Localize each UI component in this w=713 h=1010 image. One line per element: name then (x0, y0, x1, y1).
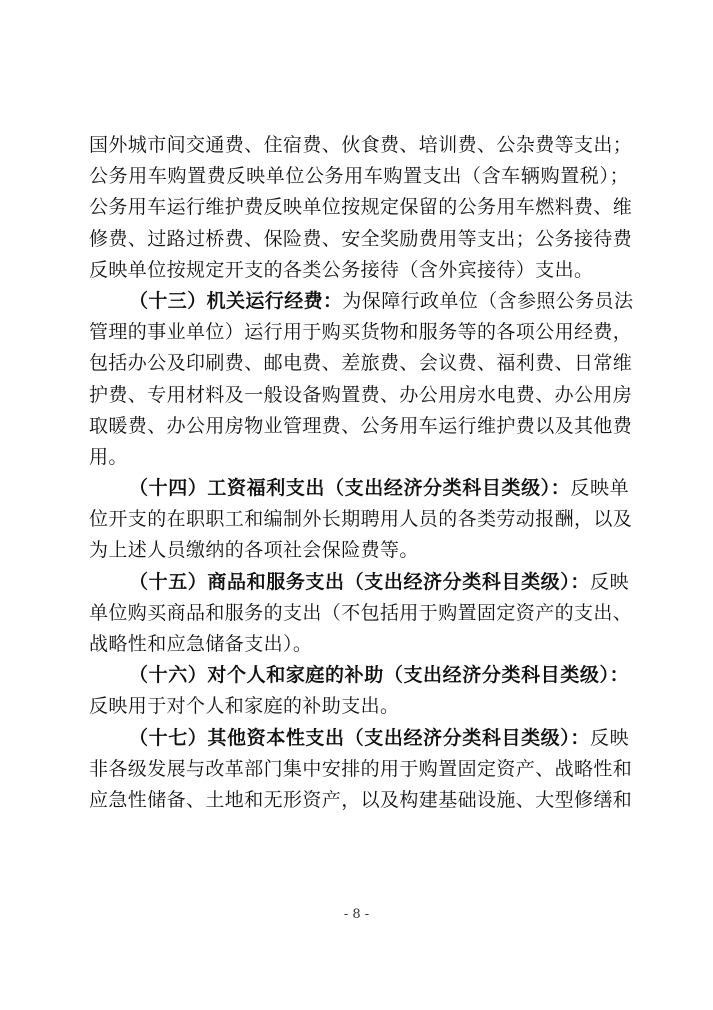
item-text: 反映单 (570, 477, 629, 500)
paragraph-item-17 (89, 723, 633, 817)
text-line: 反映单位按规定开支的各类公务接待（含外宾接待）支出。 (89, 258, 594, 281)
text-line (89, 567, 629, 598)
text-line: 包括办公及印刷费、邮电费、差旅费、会议费、福利费、日常维 (89, 352, 633, 375)
text-line: 战略性和应急储备支出）。 (89, 633, 313, 655)
item-heading: （十五）商品和服务支出（支出经济分类科目类级）： (129, 570, 590, 593)
paragraph-public-expenses-continued (89, 130, 633, 286)
paragraph-item-14 (89, 473, 633, 567)
text-line: 为上述人员缴纳的各项社会保险费等。 (89, 539, 419, 562)
text-line: 管理的事业单位）运行用于购买货物和服务等的各项公用经费， (89, 321, 633, 344)
text-line: 非各级发展与改革部门集中安排的用于购置固定资产、战略性和 (89, 757, 633, 780)
text-line (89, 286, 634, 317)
text-line: 应急性储备、土地和无形资产，以及构建基础设施、大型修缮和 (89, 788, 633, 811)
text-line: 用。 (89, 445, 128, 468)
paragraph-item-13 (89, 286, 634, 473)
text-line: 修费、过路过桥费、保险费、安全奖励费用等支出；公务接待费 (89, 227, 633, 250)
text-line: 护费、专用材料及一般设备购置费、办公用房水电费、办公用房 (89, 383, 633, 406)
text-line: 公务用车运行维护费反映单位按规定保留的公务用车燃料费、维 (89, 196, 633, 219)
paragraph-item-16 (89, 660, 629, 722)
item-heading: （十七）其他资本性支出（支出经济分类科目类级）： (129, 726, 590, 749)
item-heading: （十四）工资福利支出（支出经济分类科目类级）： (129, 477, 571, 500)
text-line: 反映用于对个人和家庭的补助支出。 (89, 695, 400, 718)
text-line (89, 660, 629, 691)
document-body (89, 130, 634, 816)
item-heading: （十六）对个人和家庭的补助（支出经济分类科目类级）： (129, 664, 629, 687)
text-line (89, 473, 629, 504)
paragraph-item-15 (89, 567, 633, 661)
text-line: 单位购买商品和服务的支出（不包括用于购置固定资产的支出、 (89, 601, 633, 624)
item-text: 反映 (589, 570, 629, 593)
item-text: 为保障行政单位（含参照公务员法 (342, 289, 634, 312)
text-line: 公务用车购置费反映单位公务用车购置支出（含车辆购置税）； (89, 165, 629, 188)
text-line: 位开支的在职职工和编制外长期聘用人员的各类劳动报酬，以及 (89, 508, 633, 531)
page-number: - 8 - (343, 907, 370, 922)
text-line: 国外城市间交通费、住宿费、伙食费、培训费、公杂费等支出； (89, 134, 633, 156)
item-heading: （十三）机关运行经费： (129, 289, 343, 312)
item-text: 反映 (589, 726, 629, 749)
text-line (89, 723, 629, 754)
text-line: 取暖费、办公用房物业管理费、公务用车运行维护费以及其他费 (89, 414, 633, 437)
